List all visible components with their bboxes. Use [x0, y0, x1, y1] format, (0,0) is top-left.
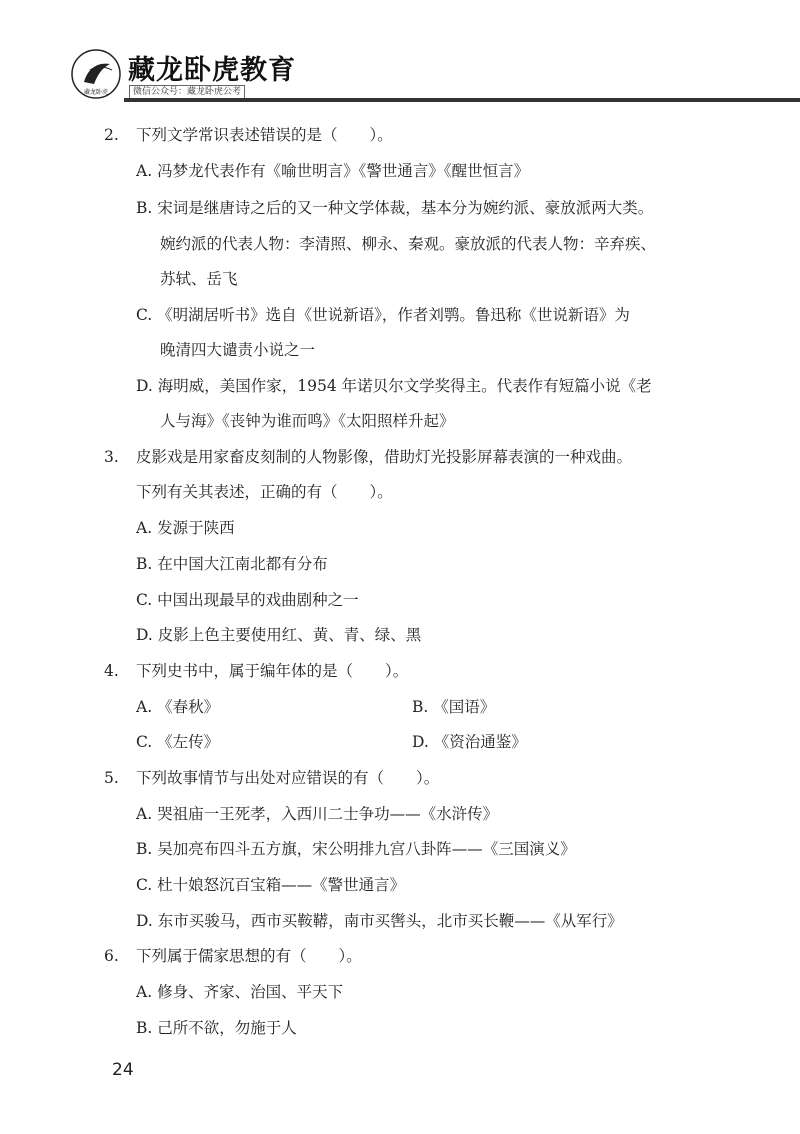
option-b: B. 宋词是继唐诗之后的又一种文学体裁，基本分为婉约派、豪放派两大类。	[136, 199, 654, 217]
option-c: C. 《左传》	[136, 733, 220, 751]
option-a: A. 修身、齐家、治国、平天下	[136, 983, 344, 1001]
option-b-line-3: 苏轼、岳飞	[160, 270, 238, 288]
option-a: A. 《春秋》	[136, 698, 220, 716]
question-number: 3.	[104, 448, 119, 466]
question-stem: 下列属于儒家思想的有（ ）。	[136, 947, 362, 965]
brand-name: 藏龙卧虎教育	[128, 55, 296, 86]
brand-logo	[70, 48, 122, 100]
option-b: B. 《国语》	[412, 698, 496, 716]
option-b-line-2: 婉约派的代表人物：李清照、柳永、秦观。豪放派的代表人物：辛弃疾、	[160, 235, 657, 253]
option-c: C. 中国出现最早的戏曲剧种之一	[136, 591, 359, 609]
question-number: 4.	[104, 662, 119, 680]
option-b: B. 在中国大江南北都有分布	[136, 555, 328, 573]
option-d: D. 海明威，美国作家，1954 年诺贝尔文学奖得主。代表作有短篇小说《老	[136, 377, 652, 395]
question-stem: 下列史书中，属于编年体的是（ ）。	[136, 662, 409, 680]
option-a: A. 冯梦龙代表作有《喻世明言》《警世通言》《醒世恒言》	[136, 162, 530, 180]
option-a: A. 哭祖庙一王死孝，入西川二士争功——《水浒传》	[136, 805, 499, 823]
option-c: C. 《明湖居听书》选自《世说新语》，作者刘鹗。鲁迅称《世说新语》为	[136, 306, 630, 324]
option-d: D. 东市买骏马，西市买鞍鞯，南市买辔头，北市买长鞭——《从军行》	[136, 912, 623, 930]
page-number: 24	[112, 1060, 134, 1080]
option-c-line-2: 晚清四大谴责小说之一	[160, 341, 316, 359]
question-stem: 皮影戏是用家畜皮刻制的人物影像，借助灯光投影屏幕表演的一种戏曲。	[136, 448, 633, 466]
question-stem-line-2: 下列有关其表述，正确的有（ ）。	[136, 483, 393, 501]
brand-subtitle: 微信公众号：藏龙卧虎公考	[129, 85, 245, 99]
option-d: D. 《资治通鉴》	[412, 733, 527, 751]
page-header	[0, 0, 800, 110]
question-number: 5.	[104, 769, 119, 787]
option-b: B. 己所不欲，勿施于人	[136, 1019, 297, 1037]
option-c: C. 杜十娘怒沉百宝箱——《警世通言》	[136, 876, 406, 894]
option-d: D. 皮影上色主要使用红、黄、青、绿、黑	[136, 626, 422, 644]
option-a: A. 发源于陕西	[136, 519, 235, 537]
question-number: 2.	[104, 126, 119, 144]
option-b: B. 吴加亮布四斗五方旗，宋公明排九宫八卦阵——《三国演义》	[136, 840, 576, 858]
svg-text:藏龙卧虎: 藏龙卧虎	[83, 89, 109, 96]
option-d-line-2: 人与海》《丧钟为谁而鸣》《太阳照样升起》	[160, 412, 455, 430]
question-number: 6.	[104, 947, 119, 965]
header-rule	[124, 98, 800, 102]
question-stem: 下列故事情节与出处对应错误的有（ ）。	[136, 769, 440, 787]
question-stem: 下列文学常识表述错误的是（ ）。	[136, 126, 393, 144]
